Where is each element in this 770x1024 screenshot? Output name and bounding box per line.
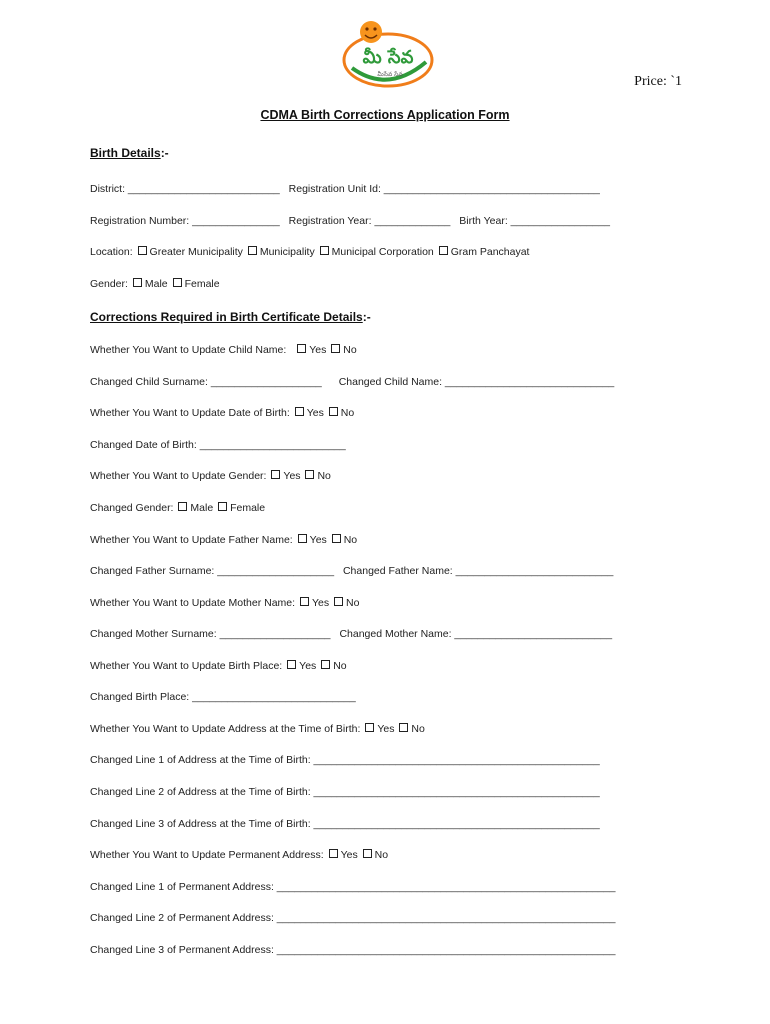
changed-dob-row <box>90 439 346 451</box>
gender-row: Gender: Male Female <box>90 278 220 290</box>
changed-child-surname-field[interactable]: Changed Child Surname: ___________________ <box>90 376 322 388</box>
location-row: Location: Greater Municipality Municipality Municipal Corporation Gram Panchayat <box>90 246 530 258</box>
child-name-yes-checkbox[interactable] <box>297 344 306 353</box>
permanent-line-2 <box>90 912 616 924</box>
permanent-line-3-field[interactable]: Changed Line 3 of Permanent Address: __________________________________________________________ <box>90 944 616 956</box>
dob-yes-checkbox[interactable] <box>295 407 304 416</box>
registration-unit-id-field[interactable]: Registration Unit Id: _____________________________________ <box>288 183 600 195</box>
q-dob-row: Whether You Want to Update Date of Birth: Yes No <box>90 407 355 419</box>
registration-row <box>90 215 610 227</box>
address-birth-line-2-field[interactable]: Changed Line 2 of Address at the Time of Birth: _________________________________________________ <box>90 786 600 798</box>
location-greater-municipality-checkbox[interactable] <box>138 246 147 255</box>
permanent-line-1 <box>90 881 616 893</box>
location-municipality-checkbox[interactable] <box>248 246 257 255</box>
district-row <box>90 183 600 195</box>
mother-yes-checkbox[interactable] <box>300 597 309 606</box>
q-mother-row: Whether You Want to Update Mother Name: Yes No <box>90 597 360 609</box>
district-field[interactable]: District: __________________________ <box>90 183 280 195</box>
father-yes-checkbox[interactable] <box>298 534 307 543</box>
form-title: CDMA Birth Corrections Application Form <box>260 108 510 122</box>
address-birth-yes-checkbox[interactable] <box>365 723 374 732</box>
changed-mother-row <box>90 628 612 640</box>
location-municipal-corporation-checkbox[interactable] <box>320 246 329 255</box>
meeseva-logo <box>338 16 438 90</box>
birth-place-yes-checkbox[interactable] <box>287 660 296 669</box>
gender-male-checkbox[interactable] <box>133 278 142 287</box>
gender-female-checkbox[interactable] <box>173 278 182 287</box>
mother-no-checkbox[interactable] <box>334 597 343 606</box>
permanent-line-2-field[interactable]: Changed Line 2 of Permanent Address: __________________________________________________________ <box>90 912 616 924</box>
changed-birth-place-row <box>90 691 356 703</box>
permanent-yes-checkbox[interactable] <box>329 849 338 858</box>
svg-text:మీసేవ సేవ: మీసేవ సేవ <box>377 71 403 78</box>
changed-father-name-field[interactable]: Changed Father Name: ___________________________ <box>342 565 614 577</box>
q-father-row: Whether You Want to Update Father Name: Yes No <box>90 534 358 546</box>
price-label: Price: `1 <box>634 74 682 89</box>
changed-child-name-field[interactable]: Changed Child Name: _____________________________ <box>338 376 615 388</box>
q-address-birth-row: Whether You Want to Update Address at the Time of Birth: Yes No <box>90 723 425 735</box>
address-birth-line-3 <box>90 818 600 830</box>
corrections-heading: Corrections Required in Birth Certificate Details:- <box>90 310 371 324</box>
q-birth-place-row: Whether You Want to Update Birth Place: Yes No <box>90 660 347 672</box>
registration-number-field[interactable]: Registration Number: _______________ <box>90 215 280 227</box>
changed-father-surname-field[interactable]: Changed Father Surname: ____________________ <box>90 565 335 577</box>
address-birth-line-2 <box>90 786 600 798</box>
child-name-no-checkbox[interactable] <box>331 344 340 353</box>
address-birth-no-checkbox[interactable] <box>399 723 408 732</box>
address-birth-line-1-field[interactable]: Changed Line 1 of Address at the Time of Birth: _________________________________________________ <box>90 754 600 766</box>
permanent-line-3 <box>90 944 616 956</box>
changed-birth-place-field[interactable]: Changed Birth Place: ____________________________ <box>90 691 356 703</box>
changed-gender-male-checkbox[interactable] <box>178 502 187 511</box>
q-gender-row: Whether You Want to Update Gender: Yes No <box>90 470 331 482</box>
gender-update-yes-checkbox[interactable] <box>271 470 280 479</box>
birth-year-field[interactable]: Birth Year: _________________ <box>459 215 610 227</box>
location-gram-panchayat-checkbox[interactable] <box>439 246 448 255</box>
location-label: Location: <box>90 246 133 258</box>
changed-mother-surname-field[interactable]: Changed Mother Surname: ___________________ <box>90 628 331 640</box>
q-child-name-row: Whether You Want to Update Child Name: Yes No <box>90 344 357 356</box>
address-birth-line-3-field[interactable]: Changed Line 3 of Address at the Time of Birth: _________________________________________________ <box>90 818 600 830</box>
q-permanent-row: Whether You Want to Update Permanent Address: Yes No <box>90 849 389 861</box>
birth-place-no-checkbox[interactable] <box>321 660 330 669</box>
father-no-checkbox[interactable] <box>332 534 341 543</box>
dob-no-checkbox[interactable] <box>329 407 338 416</box>
registration-year-field[interactable]: Registration Year: _____________ <box>288 215 451 227</box>
gender-update-no-checkbox[interactable] <box>305 470 314 479</box>
permanent-line-1-field[interactable]: Changed Line 1 of Permanent Address: __________________________________________________________ <box>90 881 616 893</box>
changed-dob-field[interactable]: Changed Date of Birth: _________________________ <box>90 439 346 451</box>
changed-gender-row: Changed Gender: Male Female <box>90 502 266 514</box>
birth-details-heading: Birth Details:- <box>90 146 169 160</box>
address-birth-line-1 <box>90 754 600 766</box>
changed-child-row <box>90 376 614 388</box>
permanent-no-checkbox[interactable] <box>363 849 372 858</box>
changed-gender-female-checkbox[interactable] <box>218 502 227 511</box>
changed-father-row <box>90 565 613 577</box>
changed-mother-name-field[interactable]: Changed Mother Name: ___________________________ <box>339 628 613 640</box>
svg-text:మీ సేవ: మీ సేవ <box>362 47 414 68</box>
